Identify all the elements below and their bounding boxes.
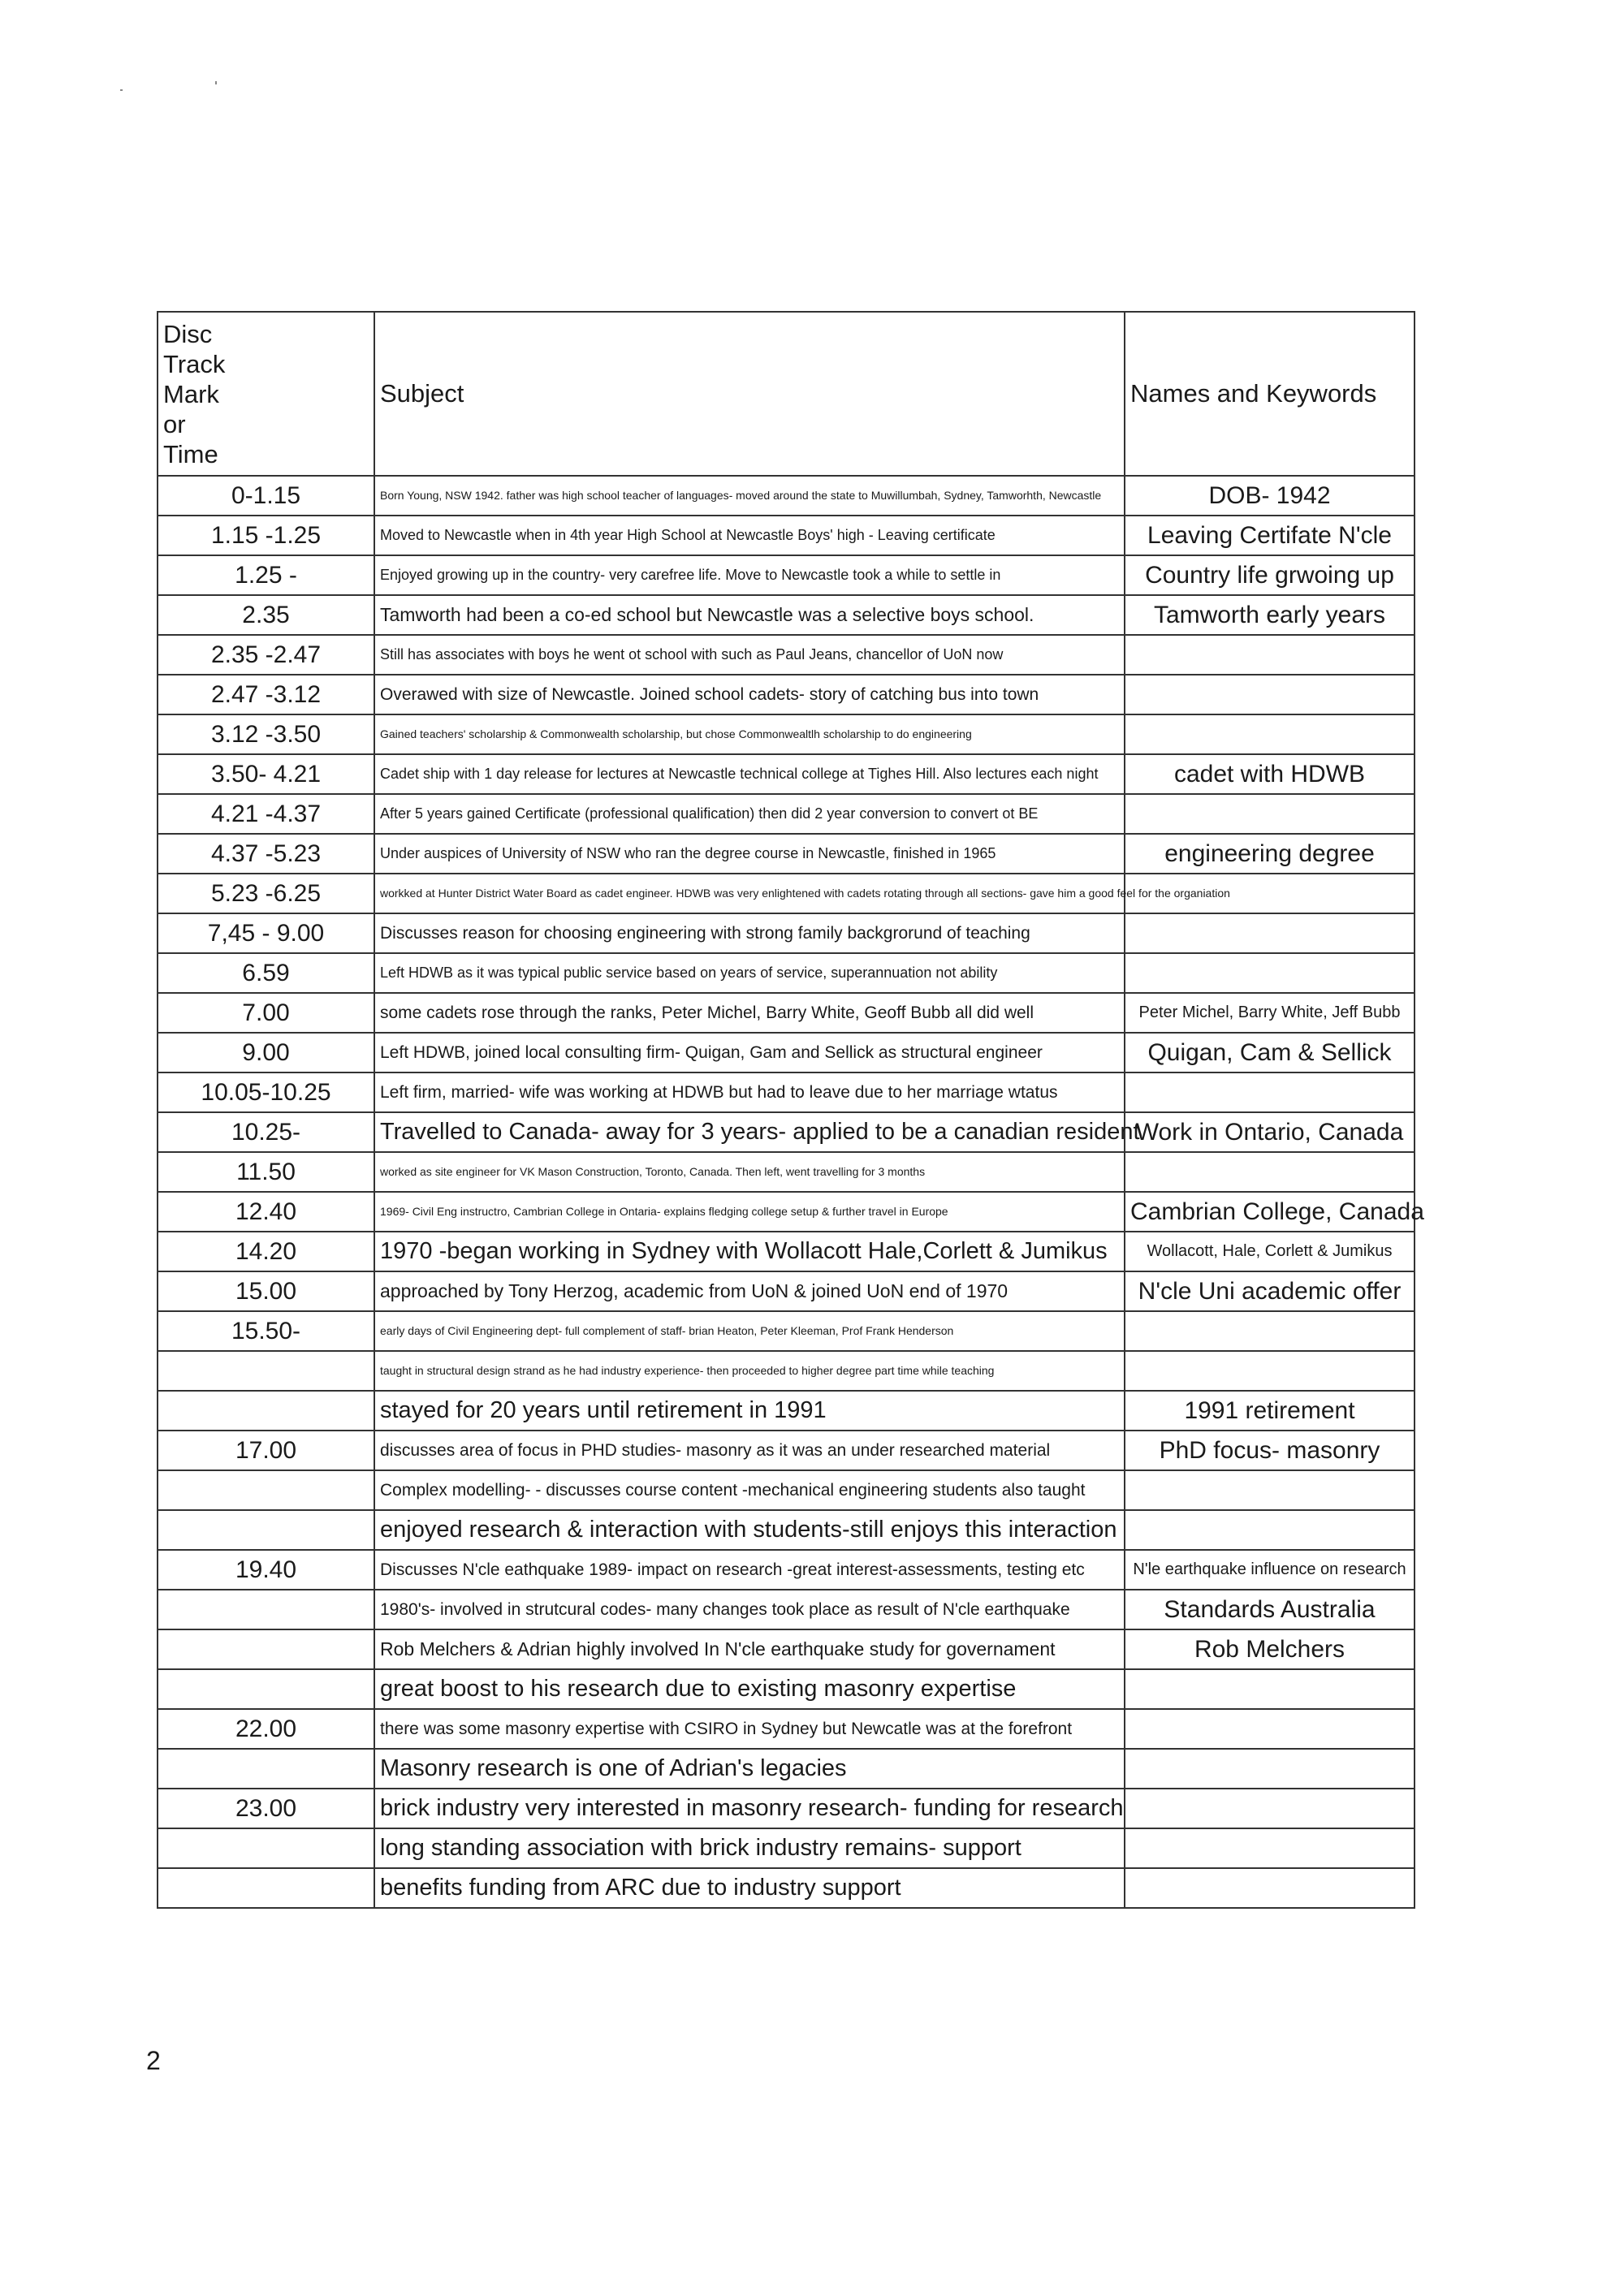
subject-cell: Left firm, married- wife was working at HDWB but had to leave due to her marriage wtatus	[374, 1072, 1125, 1112]
table-row	[158, 1271, 1415, 1311]
time-cell: 14.20	[158, 1232, 374, 1271]
time-cell: 10.25-	[158, 1112, 374, 1152]
subject-cell: Discusses N'cle eathquake 1989- impact on research -great interest-assessments, testing etc	[374, 1550, 1125, 1590]
subject-cell: Cadet ship with 1 day release for lectures at Newcastle technical college at Tighes Hill. Also lectures each night	[374, 754, 1125, 794]
header-time: Disc Track Mark or Time	[158, 312, 374, 476]
keywords-cell	[1125, 1510, 1415, 1550]
keywords-cell	[1125, 1789, 1415, 1828]
table-row	[158, 1351, 1415, 1391]
table-row	[158, 913, 1415, 953]
subject-cell: Discusses reason for choosing engineering with strong family backgrorund of teaching	[374, 913, 1125, 953]
keywords-cell	[1125, 1709, 1415, 1749]
time-cell: 3.12 -3.50	[158, 714, 374, 754]
subject-cell: 1970 -began working in Sydney with Wollacott Hale,Corlett & Jumikus	[374, 1232, 1125, 1271]
table-row	[158, 1749, 1415, 1789]
subject-cell: Complex modelling- - discusses course content -mechanical engineering students also taught	[374, 1470, 1125, 1510]
page-number: 2	[146, 2046, 161, 2075]
keywords-cell: Cambrian College, Canada	[1125, 1192, 1415, 1232]
subject-cell: long standing association with brick industry remains- support	[374, 1828, 1125, 1868]
time-cell: 22.00	[158, 1709, 374, 1749]
table-row	[158, 595, 1415, 635]
subject-cell: Overawed with size of Newcastle. Joined school cadets- story of catching bus into town	[374, 675, 1125, 714]
keywords-cell: DOB- 1942	[1125, 476, 1415, 516]
time-cell: 15.50-	[158, 1311, 374, 1351]
keywords-cell: 1991 retirement	[1125, 1391, 1415, 1431]
table-row	[158, 1629, 1415, 1669]
keywords-cell: N'le earthquake influence on research	[1125, 1550, 1415, 1590]
keywords-cell: Work in Ontario, Canada	[1125, 1112, 1415, 1152]
keywords-cell	[1125, 675, 1415, 714]
time-cell	[158, 1470, 374, 1510]
keywords-cell: Tamworth early years	[1125, 595, 1415, 635]
time-cell: 1.15 -1.25	[158, 516, 374, 555]
time-cell: 12.40	[158, 1192, 374, 1232]
keywords-cell	[1125, 1669, 1415, 1709]
time-cell: 23.00	[158, 1789, 374, 1828]
time-cell: 9.00	[158, 1033, 374, 1072]
keywords-cell: Wollacott, Hale, Corlett & Jumikus	[1125, 1232, 1415, 1271]
keywords-cell	[1125, 794, 1415, 834]
subject-cell: Still has associates with boys he went ot school with such as Paul Jeans, chancellor of UoN now	[374, 635, 1125, 675]
table-row	[158, 1072, 1415, 1112]
subject-cell: Left HDWB, joined local consulting firm- Quigan, Gam and Sellick as structural engineer	[374, 1033, 1125, 1072]
table-row	[158, 635, 1415, 675]
subject-cell: discusses area of focus in PHD studies- masonry as it was an under researched material	[374, 1431, 1125, 1470]
scan-speck	[120, 89, 123, 91]
time-cell	[158, 1590, 374, 1629]
time-cell: 19.40	[158, 1550, 374, 1590]
subject-cell: 1969- Civil Eng instructro, Cambrian College in Ontaria- explains fledging college setup & further travel in Europe	[374, 1192, 1125, 1232]
subject-cell: Gained teachers' scholarship & Commonwealth scholarship, but chose Commonwealtlh scholarship to do engineering	[374, 714, 1125, 754]
keywords-cell	[1125, 1749, 1415, 1789]
subject-cell: worked as site engineer for VK Mason Construction, Toronto, Canada. Then left, went travelling for 3 months	[374, 1152, 1125, 1192]
subject-cell: benefits funding from ARC due to industry support	[374, 1868, 1125, 1908]
table-row	[158, 476, 1415, 516]
table-row	[158, 754, 1415, 794]
subject-cell: brick industry very interested in masonry research- funding for research	[374, 1789, 1125, 1828]
keywords-cell: Standards Australia	[1125, 1590, 1415, 1629]
keywords-cell: N'cle Uni academic offer	[1125, 1271, 1415, 1311]
table-row	[158, 1669, 1415, 1709]
subject-cell: Rob Melchers & Adrian highly involved In N'cle earthquake study for governament	[374, 1629, 1125, 1669]
subject-cell: enjoyed research & interaction with students-still enjoys this interaction	[374, 1510, 1125, 1550]
table-row	[158, 1152, 1415, 1192]
keywords-cell	[1125, 1828, 1415, 1868]
time-cell: 17.00	[158, 1431, 374, 1470]
subject-cell: some cadets rose through the ranks, Peter Michel, Barry White, Geoff Bubb all did well	[374, 993, 1125, 1033]
subject-cell: Under auspices of University of NSW who ran the degree course in Newcastle, finished in 1965	[374, 834, 1125, 874]
table-row	[158, 1112, 1415, 1152]
time-cell: 7,45 - 9.00	[158, 913, 374, 953]
subject-cell: great boost to his research due to existing masonry expertise	[374, 1669, 1125, 1709]
time-cell: 7.00	[158, 993, 374, 1033]
keywords-cell: Rob Melchers	[1125, 1629, 1415, 1669]
keywords-cell	[1125, 1868, 1415, 1908]
time-cell	[158, 1351, 374, 1391]
keywords-cell	[1125, 913, 1415, 953]
time-cell	[158, 1669, 374, 1709]
keywords-cell	[1125, 953, 1415, 993]
time-cell: 11.50	[158, 1152, 374, 1192]
table-row	[158, 1789, 1415, 1828]
keywords-cell: engineering degree	[1125, 834, 1415, 874]
table-row	[158, 1550, 1415, 1590]
subject-cell: Born Young, NSW 1942. father was high school teacher of languages- moved around the state to Muwillumbah, Sydney, Tamworhth, Newcastle	[374, 476, 1125, 516]
table-row	[158, 1590, 1415, 1629]
time-cell	[158, 1629, 374, 1669]
keywords-cell	[1125, 635, 1415, 675]
subject-cell: Travelled to Canada- away for 3 years- applied to be a canadian resident	[374, 1112, 1125, 1152]
table-row	[158, 953, 1415, 993]
time-cell	[158, 1868, 374, 1908]
time-cell	[158, 1749, 374, 1789]
time-cell: 3.50- 4.21	[158, 754, 374, 794]
subject-cell: early days of Civil Engineering dept- full complement of staff- brian Heaton, Peter Kleeman, Prof Frank Henderson	[374, 1311, 1125, 1351]
keywords-cell: Country life grwoing up	[1125, 555, 1415, 595]
table-row	[158, 1709, 1415, 1749]
table-row	[158, 516, 1415, 555]
keywords-cell	[1125, 1311, 1415, 1351]
time-cell	[158, 1828, 374, 1868]
subject-cell: Tamworth had been a co-ed school but Newcastle was a selective boys school.	[374, 595, 1125, 635]
table-row	[158, 1311, 1415, 1351]
table-row	[158, 555, 1415, 595]
keywords-cell	[1125, 1470, 1415, 1510]
table-row	[158, 1431, 1415, 1470]
keywords-cell: PhD focus- masonry	[1125, 1431, 1415, 1470]
time-cell	[158, 1510, 374, 1550]
table-row	[158, 874, 1415, 913]
table-row	[158, 675, 1415, 714]
subject-cell: workked at Hunter District Water Board as cadet engineer. HDWB was very enlightened with cadets rotating through all sections- gave him a good feel for the organiation	[374, 874, 1125, 913]
time-cell: 2.35	[158, 595, 374, 635]
table-row	[158, 834, 1415, 874]
time-cell: 15.00	[158, 1271, 374, 1311]
keywords-cell	[1125, 1152, 1415, 1192]
keywords-cell: Leaving Certifate N'cle	[1125, 516, 1415, 555]
time-cell: 6.59	[158, 953, 374, 993]
table-row	[158, 1470, 1415, 1510]
table-row	[158, 1192, 1415, 1232]
table-row	[158, 794, 1415, 834]
table-row	[158, 993, 1415, 1033]
time-cell: 4.37 -5.23	[158, 834, 374, 874]
subject-cell: Moved to Newcastle when in 4th year High School at Newcastle Boys' high - Leaving certificate	[374, 516, 1125, 555]
subject-cell: there was some masonry expertise with CSIRO in Sydney but Newcatle was at the forefront	[374, 1709, 1125, 1749]
log-table	[157, 311, 1424, 1909]
subject-cell: Masonry research is one of Adrian's legacies	[374, 1749, 1125, 1789]
table-body	[158, 476, 1424, 1908]
table-row	[158, 1232, 1415, 1271]
keywords-cell: Quigan, Cam & Sellick	[1125, 1033, 1415, 1072]
time-cell: 1.25 -	[158, 555, 374, 595]
time-cell: 0-1.15	[158, 476, 374, 516]
subject-cell: stayed for 20 years until retirement in 1991	[374, 1391, 1125, 1431]
scan-speck	[215, 81, 217, 84]
keywords-cell	[1125, 1351, 1415, 1391]
time-cell: 5.23 -6.25	[158, 874, 374, 913]
table-row	[158, 1828, 1415, 1868]
subject-cell: approached by Tony Herzog, academic from UoN & joined UoN end of 1970	[374, 1271, 1125, 1311]
table-header-row	[158, 312, 1415, 476]
time-cell: 2.47 -3.12	[158, 675, 374, 714]
header-keywords: Names and Keywords	[1125, 312, 1415, 476]
subject-cell: Left HDWB as it was typical public service based on years of service, superannuation not ability	[374, 953, 1125, 993]
keywords-cell	[1125, 714, 1415, 754]
keywords-cell: Peter Michel, Barry White, Jeff Bubb	[1125, 993, 1415, 1033]
time-cell: 4.21 -4.37	[158, 794, 374, 834]
table-row	[158, 1868, 1415, 1908]
keywords-cell	[1125, 1072, 1415, 1112]
subject-cell: taught in structural design strand as he had industry experience- then proceeded to higher degree part time while teaching	[374, 1351, 1125, 1391]
table-row	[158, 1391, 1415, 1431]
keywords-cell: cadet with HDWB	[1125, 754, 1415, 794]
table-row	[158, 714, 1415, 754]
time-cell	[158, 1391, 374, 1431]
subject-cell: 1980's- involved in strutcural codes- many changes took place as result of N'cle earthquake	[374, 1590, 1125, 1629]
table-row	[158, 1510, 1415, 1550]
table-row	[158, 1033, 1415, 1072]
header-subject: Subject	[374, 312, 1125, 476]
time-cell: 10.05-10.25	[158, 1072, 374, 1112]
subject-cell: After 5 years gained Certificate (professional qualification) then did 2 year conversion to convert ot BE	[374, 794, 1125, 834]
subject-cell: Enjoyed growing up in the country- very carefree life. Move to Newcastle took a while to settle in	[374, 555, 1125, 595]
time-cell: 2.35 -2.47	[158, 635, 374, 675]
